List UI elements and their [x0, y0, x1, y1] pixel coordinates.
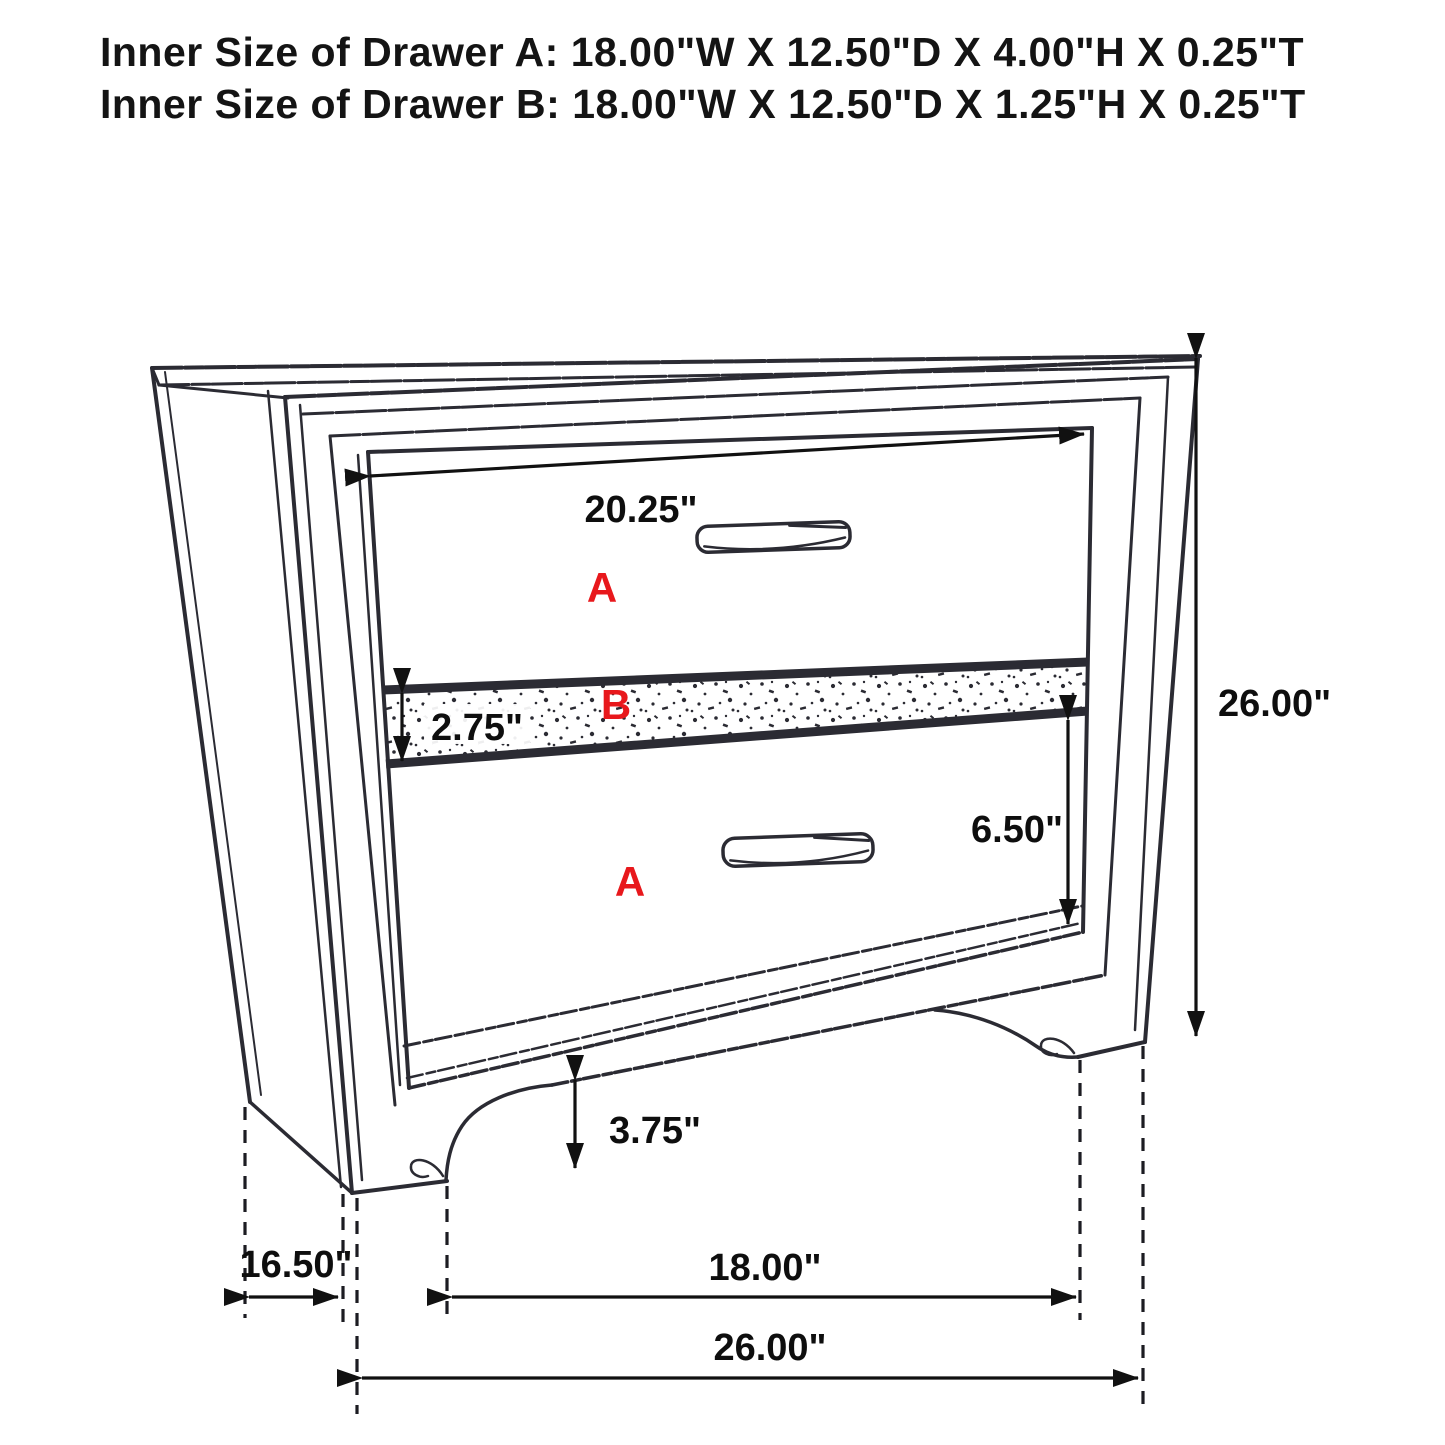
dim-leg-span-label: 18.00": [708, 1247, 822, 1289]
frame-right-inner-mold: [1105, 398, 1140, 975]
dim-inner-width-label: 20.25": [584, 489, 698, 531]
dim-drawer-a-height-label: 6.50": [971, 809, 1063, 851]
drawer-a-bottom-label: A: [614, 858, 646, 905]
frame-left-outer: [285, 397, 352, 1193]
lower-drawer-bottom-edge: [404, 906, 1082, 1046]
left-leg: [352, 1085, 552, 1193]
dim-side-depth-label: 16.50": [239, 1244, 353, 1286]
dim-total-width-label: 26.00": [713, 1327, 827, 1369]
dim-drawer-b-height-label: 2.75": [431, 707, 523, 749]
frame-right-mid: [1135, 377, 1168, 1030]
side-panel-left-edge-inner: [165, 372, 261, 1095]
header-line-drawer-b: Inner Size of Drawer B: 18.00"W X 12.50"D X 1.25"H X 0.25"T: [100, 81, 1306, 127]
frame-right-outer: [1145, 359, 1198, 1042]
bottom-drawer-handle: [723, 833, 874, 866]
opening-left-edge: [368, 452, 409, 1088]
side-panel-left-edge: [152, 368, 250, 1102]
nightstand-drawing: [152, 356, 1200, 1193]
dim-leg-height-label: 3.75": [609, 1110, 701, 1152]
frame-top-mid: [303, 377, 1168, 414]
opening-bottom-edge: [409, 932, 1083, 1088]
opening-left-edge-double: [358, 455, 400, 1085]
frame-left-mid: [300, 405, 362, 1180]
dim-total-height-label: 26.00": [1218, 683, 1332, 725]
drawer-a-top-label: A: [586, 564, 618, 611]
header-line-drawer-a: Inner Size of Drawer A: 18.00"W X 12.50"D X 4.00"H X 0.25"T: [100, 29, 1305, 75]
top-drawer-handle: [697, 521, 851, 552]
drawer-b-label: B: [600, 681, 632, 728]
dimension-annotations: [239, 358, 1331, 1414]
right-leg: [935, 1010, 1145, 1057]
